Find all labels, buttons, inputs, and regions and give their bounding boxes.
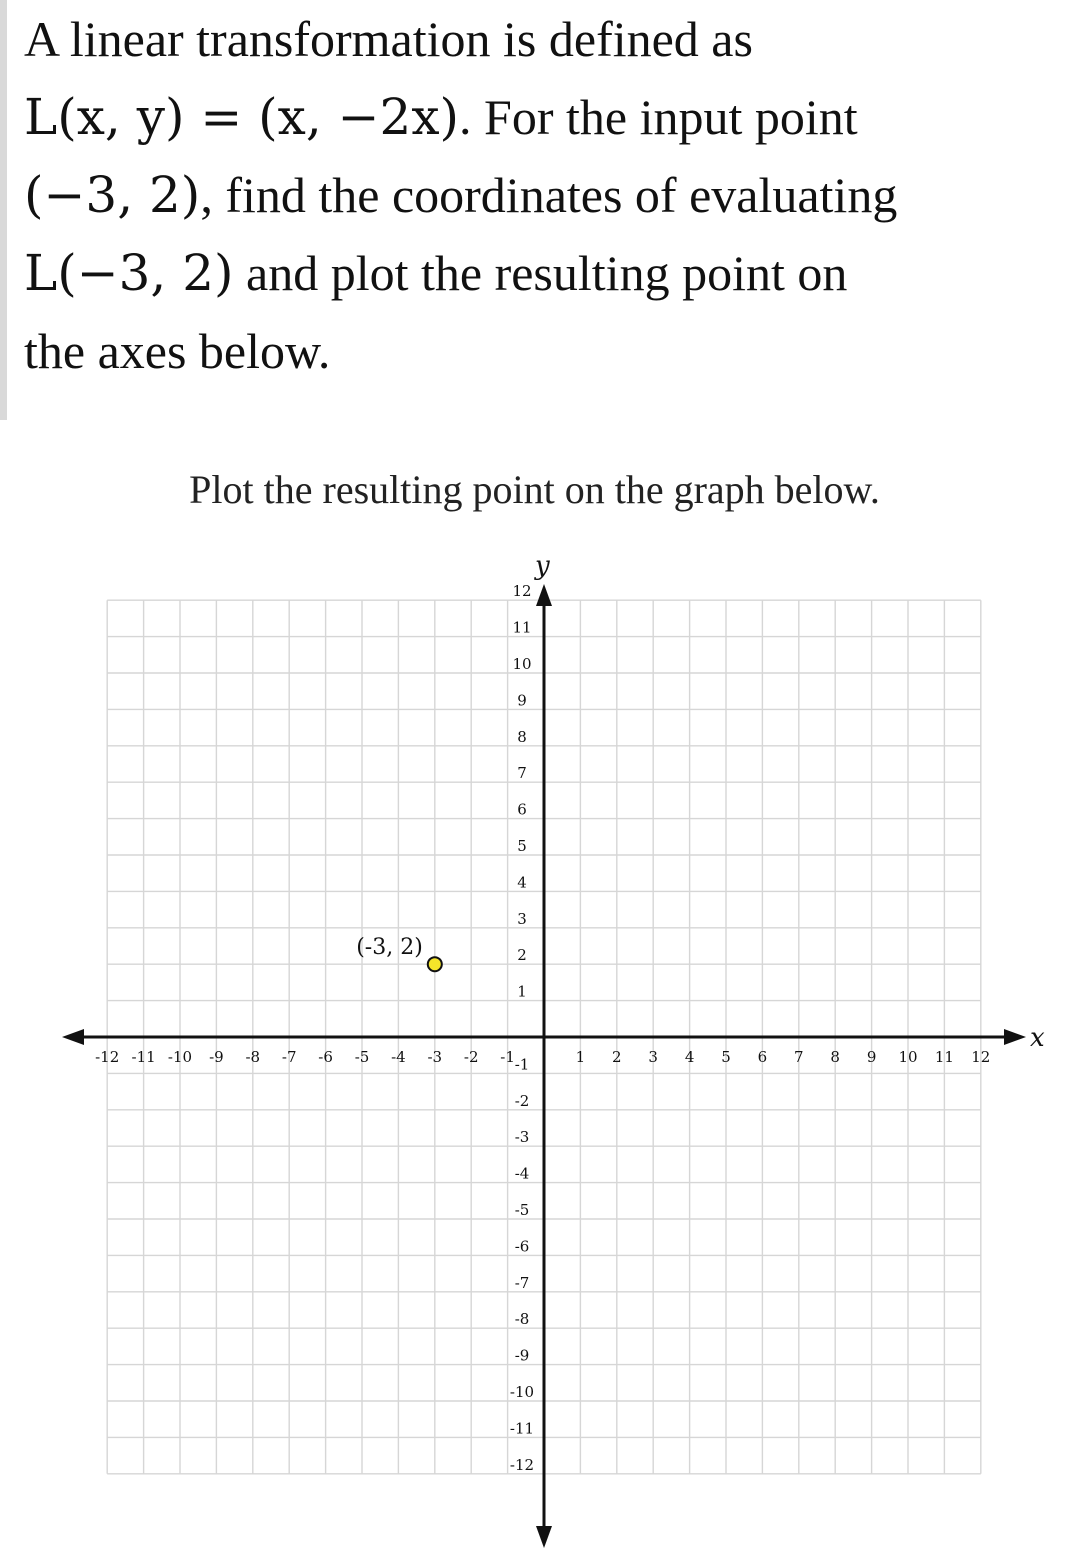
question-border [0,0,7,420]
x-tick-label: 11 [934,1048,954,1066]
y-tick-label: -1 [514,1055,530,1074]
y-tick-label: 5 [517,837,527,855]
y-tick-label: -3 [514,1128,530,1147]
y-tick-label: -4 [514,1164,530,1183]
x-tick-label: 8 [830,1048,840,1066]
x-axis-right-arrow-icon [1004,1029,1026,1045]
y-tick-label: -12 [509,1455,535,1474]
x-tick-label: -11 [131,1048,156,1066]
y-tick-label: -5 [514,1201,530,1219]
transformation-formula: L(x, y) = (x, −2x) [24,88,460,146]
y-tick-label: 8 [517,727,527,746]
evaluation-expression: L(−3, 2) [24,244,234,302]
y-tick-label: 3 [517,909,527,928]
y-tick-label: -8 [514,1310,530,1329]
x-axis-left-arrow-icon [62,1029,84,1045]
y-tick-label: 1 [517,982,527,1001]
question-line-3 [24,156,1054,234]
x-tick-label: -6 [318,1048,333,1066]
question-line-2 [24,78,1054,156]
x-tick-label: -3 [427,1048,443,1066]
question-text [24,0,1054,390]
y-tick-label: -9 [514,1346,530,1365]
x-tick-label: -9 [209,1048,224,1066]
y-tick-label: 2 [517,946,527,965]
x-tick-label: 6 [757,1048,768,1066]
x-tick-label: -1 [500,1048,515,1066]
x-tick-label: -12 [95,1048,120,1066]
y-tick-label: 10 [512,655,532,673]
y-tick-label: 6 [517,800,527,819]
y-tick-label: -6 [514,1237,530,1256]
question-line-3-text: , find the coordinates of evaluating [200,167,898,223]
y-tick-label: -10 [509,1383,535,1401]
question-line-4 [24,234,1054,312]
y-tick-label: 9 [517,691,527,710]
y-axis-up-arrow-icon [536,584,552,606]
y-tick-label: 11 [512,618,532,637]
x-tick-label: -10 [167,1048,193,1066]
y-tick-label: 4 [517,873,527,892]
y-axis-label: y [535,551,550,581]
x-tick-label: 1 [575,1048,586,1066]
x-tick-label: -2 [463,1048,479,1066]
x-tick-label: 2 [612,1048,622,1066]
x-tick-label: -7 [281,1048,297,1066]
x-tick-label: -5 [354,1048,370,1066]
x-tick-label: 7 [794,1048,804,1066]
y-tick-label: -7 [514,1273,530,1292]
x-tick-label: 3 [648,1048,658,1066]
question-line-5: the axes below. [24,323,331,379]
plotted-point-label: (-3, 2) [356,935,423,961]
y-tick-label: 7 [517,764,527,783]
x-tick-label: -8 [245,1048,261,1066]
x-tick-label: 10 [898,1048,918,1066]
x-tick-label: 9 [866,1048,877,1066]
question-line-4-text: and plot the resulting point on [233,245,848,301]
coordinate-graph[interactable] [0,540,1069,1568]
x-tick-label: 5 [721,1048,731,1066]
x-axis-label: x [1030,1023,1045,1053]
y-tick-label: -11 [509,1419,535,1438]
x-tick-label: 4 [684,1048,695,1066]
question-line-1: A linear transformation is defined as [24,11,753,67]
input-point: (−3, 2) [24,166,201,224]
y-tick-label: 12 [512,582,532,601]
x-tick-label: -4 [391,1048,406,1066]
x-tick-label: 12 [971,1048,991,1066]
question-line-2-text: . For the input point [459,89,858,145]
plot-instruction: Plot the resulting point on the graph below. [189,467,880,512]
y-tick-label: -2 [514,1091,530,1110]
y-axis-down-arrow-icon [536,1526,552,1548]
plotted-point[interactable] [428,957,442,971]
